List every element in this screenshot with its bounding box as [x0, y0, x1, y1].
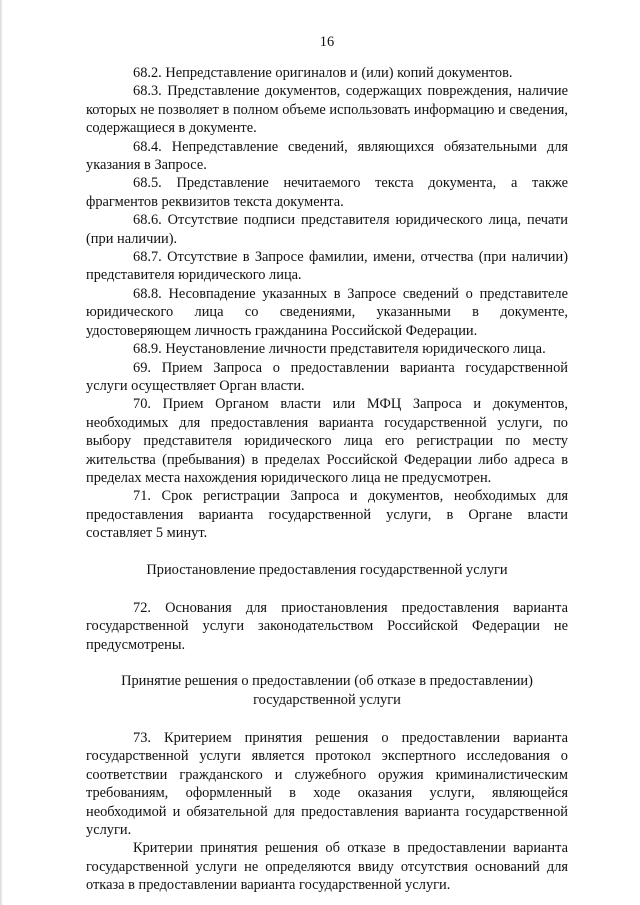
- section-heading-suspension: Приостановление предоставления государственной услуги: [146, 561, 508, 578]
- paragraph-68-5: 68.5. Представление нечитаемого текста документа, а также фрагментов реквизитов текста документа.: [86, 175, 568, 210]
- paragraph-72: 72. Основания для приостановления предоставления варианта государственной услуги законодательством Российской Федерации не предусмотрены.: [86, 599, 568, 653]
- paragraph-68-7: 68.7. Отсутствие в Запросе фамилии, имени, отчества (при наличии) представителя юридического лица.: [86, 249, 568, 284]
- paragraph-71: 71. Срок регистрации Запроса и документов, необходимых для предоставления варианта государственной услуги, в Органе власти составляет 5 минут.: [86, 488, 568, 542]
- section-heading-decision-line1: Принятие решения о предоставлении (об отказе в предоставлении): [121, 673, 533, 690]
- document-body: [86, 33, 568, 895]
- paragraph-73: 73. Критерием принятия решения о предоставлении варианта государственной услуги является протокол экспертного исследования о соответствии гражданского и служебного оружия криминалистическим требованиям, оформленный в ходе оказания услуги, являющейся необходимой и обязательной для предоставления варианта государственной услуги.: [86, 730, 568, 839]
- paragraph-68-9: 68.9. Неустановление личности представителя юридического лица.: [133, 341, 546, 358]
- paragraph-70: 70. Прием Органом власти или МФЦ Запроса и документов, необходимых для предоставления варианта государственной услуги, по выбору представителя юридического лица его регистрации по месту жительства (пребывания) в пределах Российской Федерации либо адреса в пределах места нахождения юридического лица не предусмотрен.: [86, 396, 568, 486]
- paragraph-68-6: 68.6. Отсутствие подписи представителя юридического лица, печати (при наличии).: [86, 212, 568, 247]
- scan-edge: [0, 0, 3, 905]
- paragraph-68-4: 68.4. Непредставление сведений, являющихся обязательными для указания в Запросе.: [86, 138, 568, 174]
- paragraph-69: 69. Прием Запроса о предоставлении варианта государственной услуги осуществляет Орган власти.: [86, 359, 568, 394]
- page-number: 16: [319, 34, 335, 50]
- paragraph-68-2: 68.2. Непредставление оригиналов и (или) копий документов.: [133, 65, 513, 81]
- paragraph-68-8: 68.8. Несовпадение указанных в Запросе сведений о представителе юридического лица со сведениями, указанными в документе, удостоверяющем личность гражданина Российской Федерации.: [86, 285, 568, 339]
- section-heading-decision-line2: государственной услуги: [253, 691, 401, 708]
- section-heading-decision: [86, 672, 568, 709]
- paragraph-refusal-criteria: Критерии принятия решения об отказе в предоставлении варианта государственной услуги не определяются ввиду отсутствия оснований для отказа в предоставлении варианта государственной услуги.: [86, 840, 568, 894]
- paragraph-68-3: 68.3. Представление документов, содержащих повреждения, наличие которых не позволяет в полном объеме использовать информацию и сведения, содержащиеся в документе.: [86, 83, 568, 137]
